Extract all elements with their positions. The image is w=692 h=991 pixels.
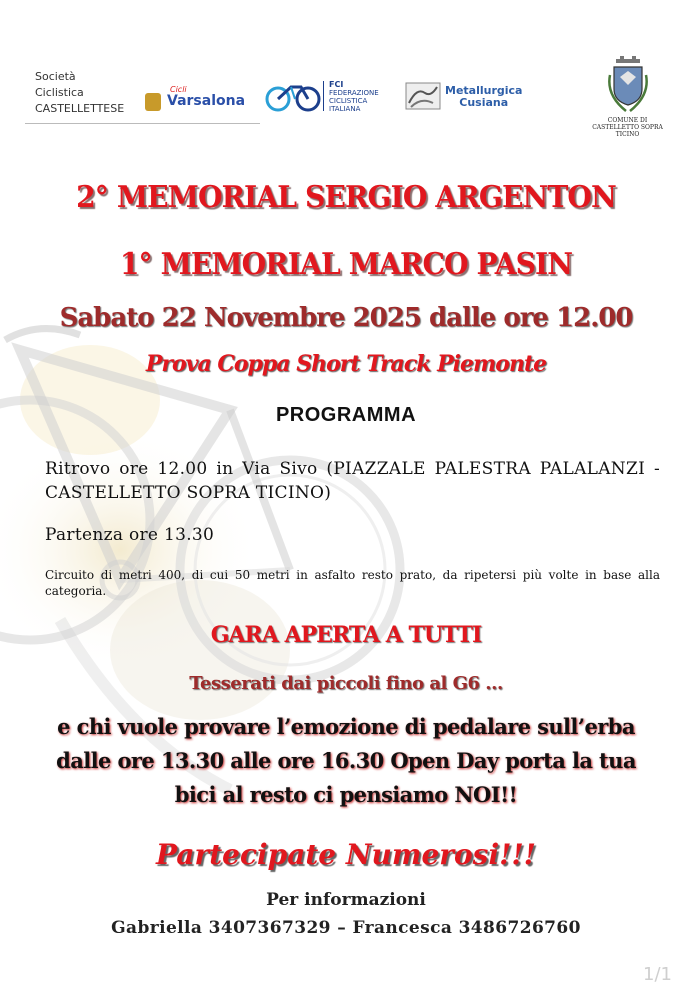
bicycle-icon [265,81,321,113]
circuito-text: Circuito di metri 400, di cui 50 metri in asfalto resto prato, da ripetersi più volte in base alla categoria. [45,568,660,598]
societa-ciclistica-logo [35,69,124,117]
fci-text [329,81,389,113]
open-day-text: e chi vuole provare l’emozione di pedalare sull’erba dalle ore 13.30 alle ore 16.30 Open Day porta la tua bici al resto ci pensiamo NOI!! [56,714,636,807]
metallurgica-text [445,85,522,109]
event-date: Sabato 22 Novembre 2025 dalle ore 12.00 [59,303,633,333]
shield-icon [145,93,161,111]
fci-name-2: CICLISTICA [329,97,368,105]
metal-name-1: Metallurgica [445,84,523,97]
sponsor-logo-bar [25,55,675,155]
hands-icon [403,79,443,113]
societa-line-1: Società [35,70,76,83]
gara-aperta-heading: GARA APERTA A TUTTI [210,622,482,648]
partecipate-heading: Partecipate Numerosi!!! [156,838,536,871]
section-title-programma: PROGRAMMA [275,404,417,426]
societa-line-2: Ciclistica [35,86,84,99]
fci-name-1: FEDERAZIONE [329,89,379,97]
tesserati-text: Tesserati dai piccoli fino al G6 … [189,673,503,694]
metal-name-2: Cusiana [459,96,509,109]
crest-icon [606,55,650,115]
ritrovo-text: Ritrovo ore 12.00 in Via Sivo (PIAZZALE PALESTRA PALALANZI - CASTELLETTO SOPRA TICINO) [45,459,660,503]
contacts-text: Gabriella 3407367329 – Francesca 3486726760 [111,918,581,938]
headline-memorial-argenton: 2° MEMORIAL SERGIO ARGENTON [76,180,616,215]
headline-memorial-pasin: 1° MEMORIAL MARCO PASIN [119,247,573,282]
societa-line-3: CASTELLETTESE [35,102,125,115]
cicli-label: Cicli [170,85,187,94]
varsalona-label: Varsalona [167,93,246,109]
page-number: 1/1 [643,964,672,985]
event-subtitle: Prova Coppa Short Track Piemonte [145,351,547,377]
fci-divider [323,81,324,111]
logo-divider [25,123,260,124]
fci-name-3: ITALIANA [329,105,361,113]
fci-abbr: FCI [329,80,344,89]
comune-line-2: CASTELLETTO SOPRA TICINO [592,124,663,138]
partenza-text: Partenza ore 13.30 [45,525,215,545]
info-title: Per informazioni [266,890,426,910]
comune-line-1: COMUNE DI [607,117,648,124]
comune-logo [580,55,675,138]
comune-text [580,117,675,138]
